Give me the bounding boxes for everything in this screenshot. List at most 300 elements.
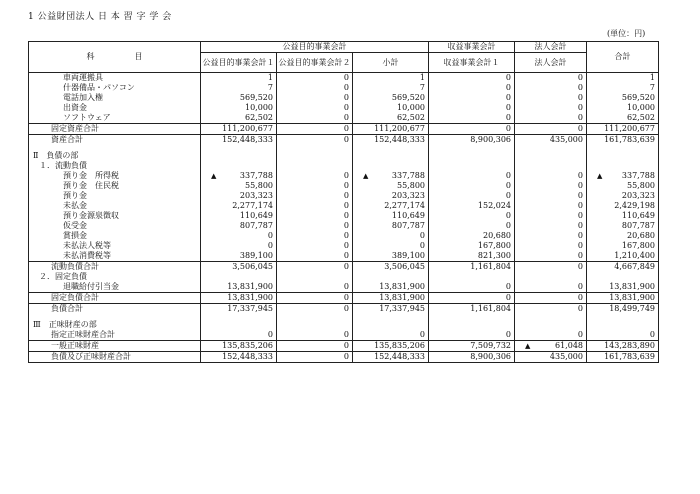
cell-value: [429, 251, 515, 262]
row-label: 預り金源泉徴収: [29, 211, 201, 221]
cell-value: [277, 93, 353, 103]
cell-value: [587, 330, 659, 341]
cell-value: [201, 330, 277, 341]
cell-amount: 0: [505, 330, 511, 339]
cell-amount: 0: [505, 73, 511, 82]
header-col-public-2: 公益目的事業会計２: [277, 53, 353, 73]
cell-value: [353, 251, 429, 262]
cell-value: [429, 83, 515, 93]
cell-value: [515, 320, 587, 330]
cell-value: [201, 341, 277, 352]
table-row: [29, 103, 659, 113]
row-label: 出資金: [29, 103, 201, 113]
row-label: 賞損金: [29, 231, 201, 241]
cell-amount: 337,788: [621, 171, 655, 180]
row-label: 固定資産合計: [29, 124, 201, 135]
negative-marker: ▲: [363, 172, 369, 180]
cell-amount: 0: [343, 352, 349, 361]
cell-amount: 435,000: [549, 352, 583, 361]
cell-amount: 0: [267, 231, 273, 240]
cell-amount: 55,800: [627, 181, 655, 190]
cell-amount: 0: [343, 124, 349, 133]
cell-amount: 0: [343, 251, 349, 260]
cell-amount: 7,509,732: [470, 341, 511, 350]
header-col-revenue-1: 収益事業会計１: [429, 53, 515, 73]
cell-value: [277, 282, 353, 293]
cell-value: [201, 304, 277, 315]
table-row: [29, 304, 659, 315]
header-group-corp: 法人会計: [515, 42, 587, 53]
cell-value: [353, 293, 429, 304]
row-label: 資産合計: [29, 135, 201, 146]
cell-value: [515, 73, 587, 84]
cell-value: [277, 161, 353, 171]
cell-value: [353, 341, 429, 352]
cell-value: [515, 124, 587, 135]
row-label: 負債合計: [29, 304, 201, 315]
cell-value: [429, 262, 515, 273]
cell-amount: 0: [419, 330, 425, 339]
cell-amount: 0: [577, 241, 583, 250]
cell-value: [587, 320, 659, 330]
cell-value: [515, 201, 587, 211]
cell-value: [429, 341, 515, 352]
cell-amount: 0: [577, 201, 583, 210]
cell-value: [277, 241, 353, 251]
table-row: [29, 161, 659, 171]
cell-value: [587, 251, 659, 262]
cell-amount: 0: [343, 221, 349, 230]
cell-value: [201, 73, 277, 84]
cell-value: [277, 221, 353, 231]
cell-value: [277, 304, 353, 315]
table-row: [29, 93, 659, 103]
cell-amount: 13,831,900: [609, 293, 655, 302]
cell-value: [429, 73, 515, 84]
cell-value: [277, 124, 353, 135]
header-col-corp: 法人会計: [515, 53, 587, 73]
cell-value: [277, 293, 353, 304]
cell-amount: 0: [577, 113, 583, 122]
cell-value: [201, 282, 277, 293]
cell-value: [429, 93, 515, 103]
cell-value: [353, 124, 429, 135]
cell-value: [587, 151, 659, 161]
cell-amount: 0: [577, 211, 583, 220]
cell-value: [277, 352, 353, 363]
cell-value: [353, 272, 429, 282]
cell-amount: 61,048: [555, 341, 583, 350]
cell-value: [429, 272, 515, 282]
cell-amount: 10,000: [627, 103, 655, 112]
cell-amount: 0: [505, 83, 511, 92]
cell-amount: 0: [343, 201, 349, 210]
cell-value: [277, 83, 353, 93]
cell-value: [201, 241, 277, 251]
cell-amount: 17,337,945: [379, 304, 425, 313]
cell-amount: 0: [343, 211, 349, 220]
cell-amount: 0: [577, 124, 583, 133]
cell-value: [515, 330, 587, 341]
cell-amount: 821,300: [477, 251, 511, 260]
cell-value: [201, 293, 277, 304]
cell-value: [353, 181, 429, 191]
cell-amount: 337,788: [391, 171, 425, 180]
cell-amount: 3,506,045: [384, 262, 425, 271]
table-row: [29, 181, 659, 191]
cell-value: [277, 201, 353, 211]
cell-value: [277, 320, 353, 330]
cell-amount: 7: [267, 83, 273, 92]
cell-value: [587, 272, 659, 282]
cell-value: [587, 211, 659, 221]
cell-amount: 13,831,900: [227, 282, 273, 291]
row-label: ソフトウェア: [29, 113, 201, 124]
cell-value: [429, 330, 515, 341]
cell-value: [429, 124, 515, 135]
cell-value: [587, 282, 659, 293]
row-label: 退職給付引当金: [29, 282, 201, 293]
cell-amount: 569,520: [239, 93, 273, 102]
cell-amount: 0: [343, 341, 349, 350]
cell-value: [429, 181, 515, 191]
cell-amount: 0: [505, 221, 511, 230]
cell-amount: 0: [343, 262, 349, 271]
cell-value: [353, 151, 429, 161]
cell-value: [429, 221, 515, 231]
cell-value: [515, 113, 587, 124]
cell-value: [587, 352, 659, 363]
cell-amount: 0: [343, 113, 349, 122]
table-row: [29, 151, 659, 161]
document-title: 1 公益財団法人 日 本 習 字 学 会: [28, 12, 172, 22]
cell-value: [201, 231, 277, 241]
cell-value: [353, 221, 429, 231]
cell-value: [201, 251, 277, 262]
cell-value: [353, 330, 429, 341]
cell-value: [587, 241, 659, 251]
cell-amount: 0: [505, 124, 511, 133]
row-label: 電話加入権: [29, 93, 201, 103]
cell-amount: 152,024: [477, 201, 511, 210]
cell-value: [429, 293, 515, 304]
cell-amount: 167,800: [621, 241, 655, 250]
cell-amount: 111,200,677: [604, 124, 655, 133]
negative-marker: ▲: [597, 172, 603, 180]
cell-amount: 0: [343, 135, 349, 144]
cell-value: [353, 191, 429, 201]
cell-amount: 18,499,749: [609, 304, 655, 313]
cell-value: [201, 135, 277, 146]
cell-amount: 62,502: [245, 113, 273, 122]
cell-value: [353, 282, 429, 293]
cell-value: [277, 113, 353, 124]
header-group-revenue: 収益事業会計: [429, 42, 515, 53]
table-body: [29, 73, 659, 363]
cell-amount: 2,429,198: [614, 201, 655, 210]
table-row: [29, 341, 659, 352]
cell-amount: 0: [343, 103, 349, 112]
cell-value: [277, 341, 353, 352]
row-label: ２．固定負債: [29, 272, 201, 282]
cell-amount: 0: [505, 181, 511, 190]
row-label: 預り金: [29, 191, 201, 201]
cell-value: [429, 304, 515, 315]
cell-value: [201, 320, 277, 330]
row-label: 流動負債合計: [29, 262, 201, 273]
cell-value: [429, 211, 515, 221]
cell-value: [353, 103, 429, 113]
cell-value: [515, 103, 587, 113]
table-row: [29, 191, 659, 201]
cell-value: [515, 282, 587, 293]
cell-value: [201, 93, 277, 103]
cell-value: [587, 83, 659, 93]
table-header: [29, 42, 659, 73]
cell-value: [515, 241, 587, 251]
cell-amount: 0: [505, 191, 511, 200]
cell-value: [587, 135, 659, 146]
cell-amount: 2,277,174: [232, 201, 273, 210]
cell-amount: 1,161,804: [470, 304, 511, 313]
cell-amount: 0: [505, 293, 511, 302]
cell-amount: 0: [577, 282, 583, 291]
cell-amount: 0: [577, 181, 583, 190]
cell-amount: 135,835,206: [222, 341, 273, 350]
cell-amount: 0: [577, 221, 583, 230]
cell-value: [353, 135, 429, 146]
cell-value: [429, 201, 515, 211]
cell-value: [353, 83, 429, 93]
cell-value: [353, 304, 429, 315]
cell-amount: 0: [343, 293, 349, 302]
cell-value: [277, 151, 353, 161]
cell-amount: 0: [505, 282, 511, 291]
cell-value: [515, 171, 587, 181]
table-row: [29, 73, 659, 84]
cell-value: [201, 113, 277, 124]
cell-amount: 337,788: [239, 171, 273, 180]
cell-amount: 0: [577, 83, 583, 92]
cell-value: [515, 293, 587, 304]
cell-value: [201, 171, 277, 181]
row-label: 負債及び正味財産合計: [29, 352, 201, 363]
cell-amount: 0: [505, 211, 511, 220]
cell-amount: 8,900,306: [470, 352, 511, 361]
cell-value: [277, 181, 353, 191]
cell-amount: 203,323: [621, 191, 655, 200]
cell-value: [353, 241, 429, 251]
table-row: [29, 171, 659, 181]
table-row: [29, 231, 659, 241]
cell-amount: 0: [343, 93, 349, 102]
cell-amount: 8,900,306: [470, 135, 511, 144]
cell-value: [201, 352, 277, 363]
cell-amount: 0: [577, 93, 583, 102]
cell-value: [429, 151, 515, 161]
cell-amount: 0: [577, 171, 583, 180]
cell-value: [429, 171, 515, 181]
cell-value: [515, 352, 587, 363]
cell-amount: 0: [649, 330, 655, 339]
row-label: １．流動負債: [29, 161, 201, 171]
cell-value: [201, 221, 277, 231]
negative-marker: ▲: [525, 342, 531, 350]
cell-amount: 0: [343, 241, 349, 250]
cell-value: [587, 171, 659, 181]
cell-amount: 161,783,639: [604, 352, 655, 361]
cell-amount: 0: [577, 330, 583, 339]
cell-value: [515, 341, 587, 352]
cell-amount: 167,800: [477, 241, 511, 250]
row-label: 預り金 住民税: [29, 181, 201, 191]
cell-amount: 0: [505, 103, 511, 112]
cell-amount: 7: [649, 83, 655, 92]
cell-value: [515, 211, 587, 221]
cell-value: [587, 293, 659, 304]
cell-value: [587, 113, 659, 124]
cell-value: [429, 135, 515, 146]
cell-value: [277, 73, 353, 84]
row-label: 未払金: [29, 201, 201, 211]
cell-value: [587, 73, 659, 84]
cell-value: [201, 124, 277, 135]
cell-value: [277, 262, 353, 273]
cell-value: [353, 262, 429, 273]
cell-amount: 389,100: [391, 251, 425, 260]
cell-amount: 143,283,890: [604, 341, 655, 350]
cell-amount: 152,448,333: [374, 135, 425, 144]
cell-amount: 0: [343, 73, 349, 82]
cell-amount: 569,520: [621, 93, 655, 102]
cell-amount: 569,520: [391, 93, 425, 102]
cell-amount: 0: [505, 93, 511, 102]
table-row: [29, 201, 659, 211]
cell-value: [201, 262, 277, 273]
cell-value: [353, 231, 429, 241]
cell-amount: 152,448,333: [374, 352, 425, 361]
table-row: [29, 251, 659, 262]
cell-amount: 0: [505, 171, 511, 180]
cell-value: [515, 161, 587, 171]
table-row: [29, 262, 659, 273]
cell-amount: 111,200,677: [222, 124, 273, 133]
header-group-public: 公益目的事業会計: [201, 42, 429, 53]
row-label: 仮受金: [29, 221, 201, 231]
cell-value: [587, 103, 659, 113]
cell-amount: 0: [343, 304, 349, 313]
cell-value: [587, 262, 659, 273]
cell-amount: 0: [419, 231, 425, 240]
table-row: [29, 330, 659, 341]
cell-amount: 20,680: [627, 231, 655, 240]
cell-value: [277, 103, 353, 113]
cell-amount: 0: [343, 191, 349, 200]
cell-value: [353, 320, 429, 330]
cell-amount: 0: [577, 293, 583, 302]
cell-amount: 0: [343, 171, 349, 180]
cell-value: [201, 103, 277, 113]
cell-amount: 62,502: [627, 113, 655, 122]
header-total: 合計: [587, 42, 659, 73]
cell-value: [515, 304, 587, 315]
cell-value: [353, 161, 429, 171]
cell-amount: 0: [577, 304, 583, 313]
cell-value: [201, 151, 277, 161]
cell-value: [201, 211, 277, 221]
cell-value: [587, 124, 659, 135]
cell-value: [277, 135, 353, 146]
row-label: 預り金 所得税: [29, 171, 201, 181]
cell-amount: 4,667,849: [614, 262, 655, 271]
table-row: [29, 135, 659, 146]
cell-value: [587, 201, 659, 211]
cell-value: [429, 241, 515, 251]
cell-amount: 55,800: [245, 181, 273, 190]
row-label: 一般正味財産: [29, 341, 201, 352]
cell-amount: 0: [577, 191, 583, 200]
cell-value: [587, 181, 659, 191]
cell-amount: 152,448,333: [222, 135, 273, 144]
cell-value: [201, 161, 277, 171]
cell-amount: 3,506,045: [232, 262, 273, 271]
cell-amount: 110,649: [621, 211, 655, 220]
cell-value: [201, 191, 277, 201]
negative-marker: ▲: [211, 172, 217, 180]
cell-value: [587, 161, 659, 171]
table-row: [29, 211, 659, 221]
cell-value: [587, 304, 659, 315]
cell-value: [353, 201, 429, 211]
cell-value: [353, 352, 429, 363]
cell-value: [277, 191, 353, 201]
cell-amount: 0: [577, 73, 583, 82]
cell-value: [201, 272, 277, 282]
cell-value: [515, 221, 587, 231]
table-row: [29, 320, 659, 330]
header-subject: 科 目: [29, 42, 201, 73]
table-row: [29, 113, 659, 124]
row-label: Ⅱ 負債の部: [29, 151, 201, 161]
cell-amount: 13,831,900: [379, 293, 425, 302]
cell-amount: 0: [267, 241, 273, 250]
cell-value: [515, 272, 587, 282]
cell-amount: 807,787: [391, 221, 425, 230]
cell-value: [277, 231, 353, 241]
cell-amount: 0: [577, 251, 583, 260]
cell-amount: 807,787: [239, 221, 273, 230]
cell-amount: 110,649: [391, 211, 425, 220]
cell-amount: 2,277,174: [384, 201, 425, 210]
row-label: 指定正味財産合計: [29, 330, 201, 341]
cell-value: [277, 272, 353, 282]
cell-value: [429, 352, 515, 363]
cell-amount: 62,502: [397, 113, 425, 122]
cell-value: [353, 171, 429, 181]
cell-amount: 110,649: [239, 211, 273, 220]
cell-value: [515, 191, 587, 201]
cell-amount: 135,835,206: [374, 341, 425, 350]
cell-amount: 0: [577, 231, 583, 240]
cell-amount: 0: [343, 83, 349, 92]
cell-amount: 435,000: [549, 135, 583, 144]
cell-value: [587, 231, 659, 241]
cell-amount: 0: [577, 103, 583, 112]
table-row: [29, 282, 659, 293]
unit-label: (単位：円): [607, 29, 646, 38]
cell-value: [515, 151, 587, 161]
cell-amount: 55,800: [397, 181, 425, 190]
